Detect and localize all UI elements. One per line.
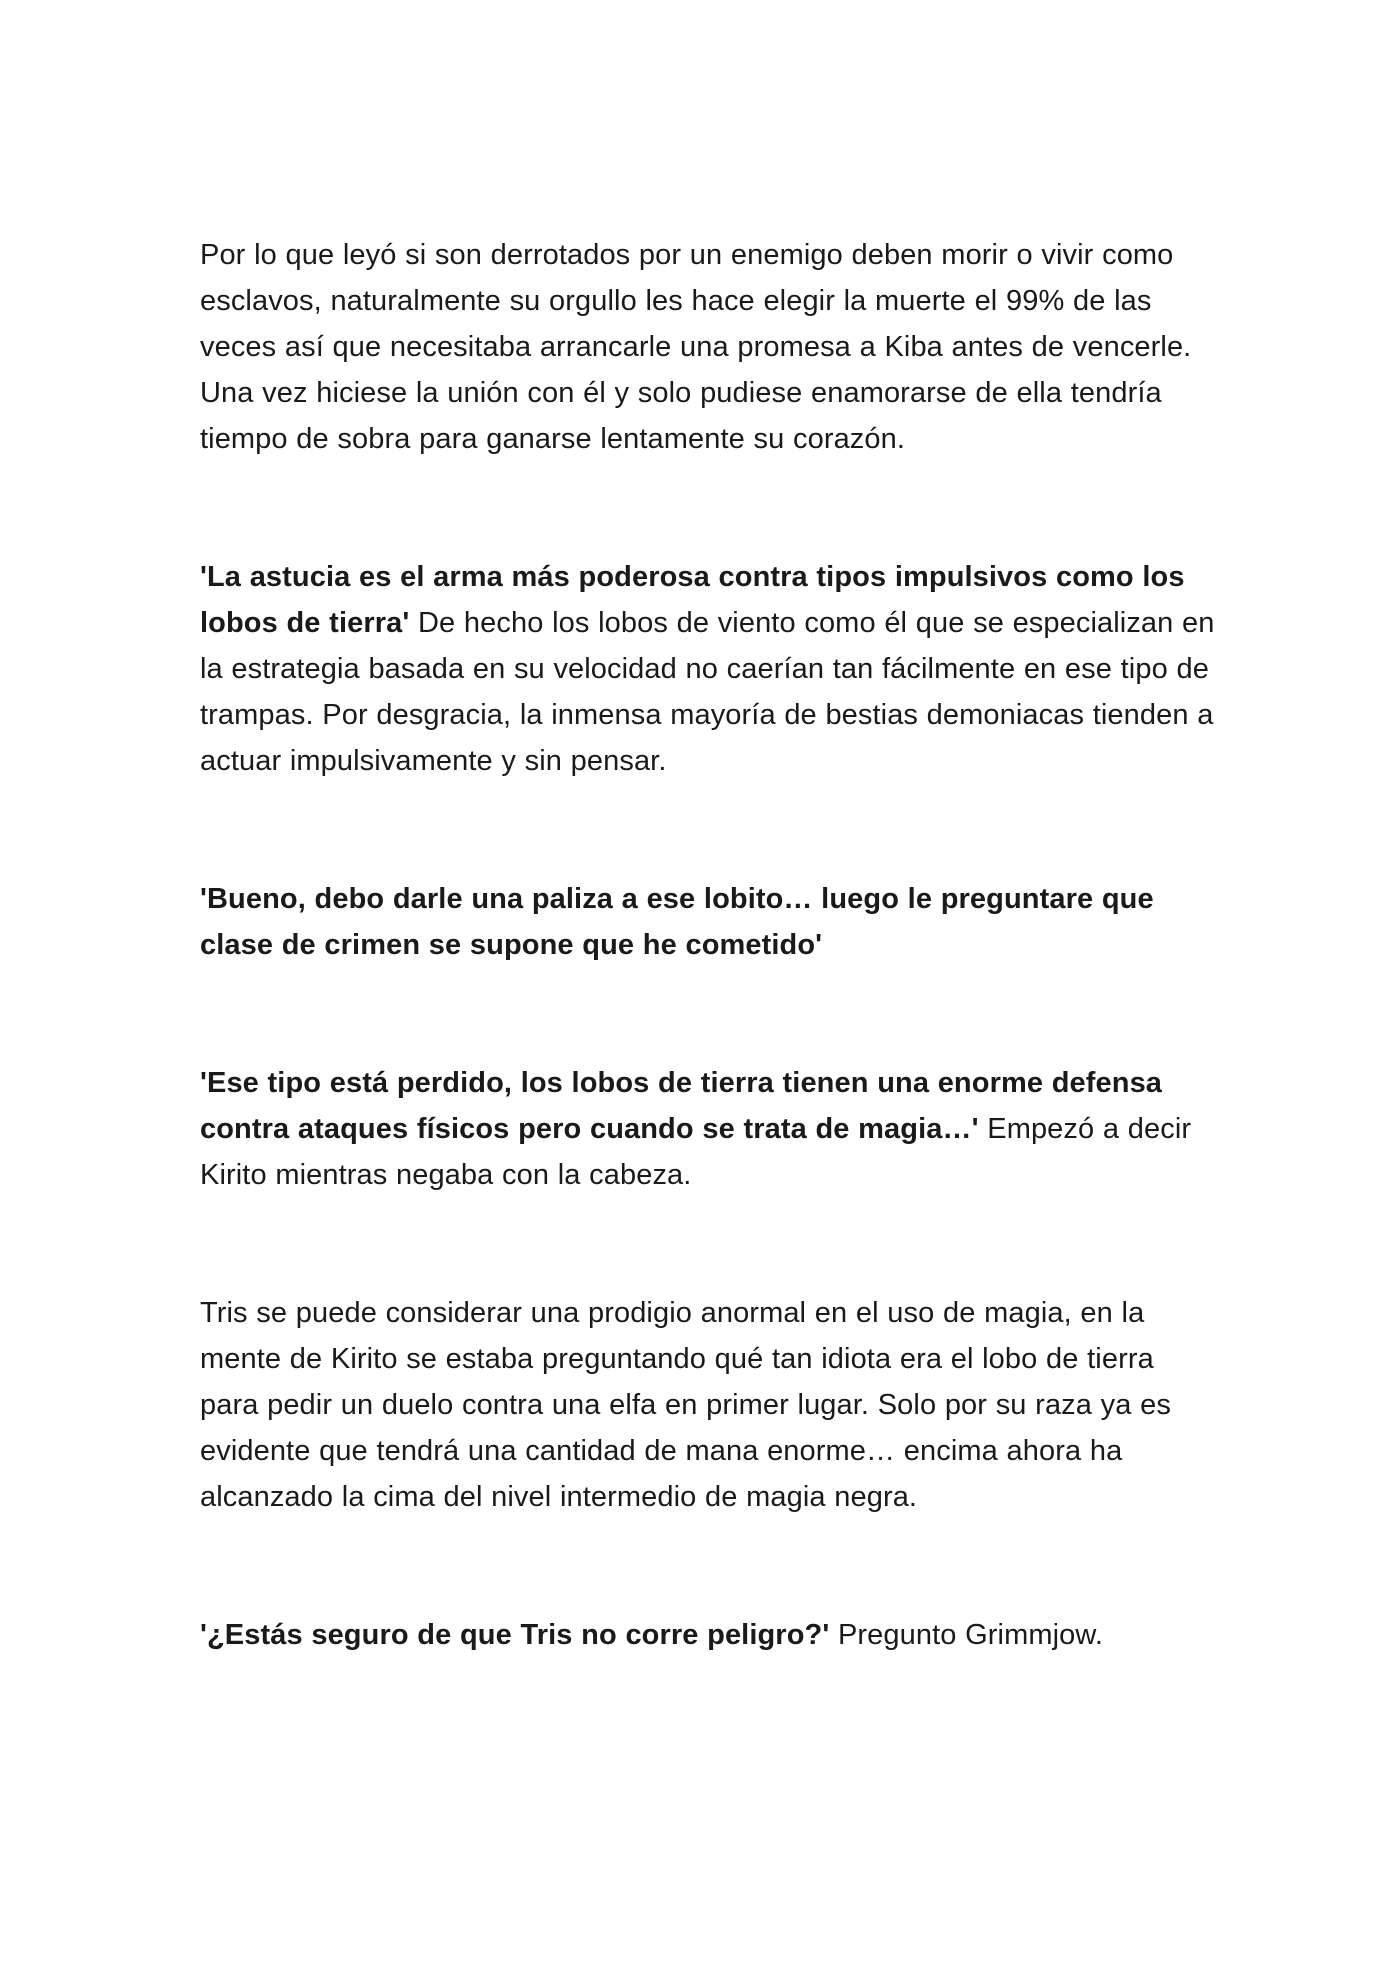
paragraph-1 [200, 232, 1220, 462]
paragraph-spacer [200, 968, 1220, 1060]
paragraph-spacer [200, 1520, 1220, 1612]
document-body [200, 232, 1220, 1658]
paragraph-1-text: Por lo que leyó si son derrotados por un enemigo deben morir o vivir como esclavos, naturalmente su orgullo les hace elegir la muerte el 99% de las veces así que necesitaba arrancarle una promesa a Kiba antes de vencerle. Una vez hiciese la unión con él y solo pudiese enamorarse de ella tendría tiempo de sobra para ganarse lentamente su corazón. [200, 239, 1192, 455]
paragraph-6 [200, 1612, 1220, 1658]
paragraph-3 [200, 876, 1220, 968]
paragraph-3-dialogue: 'Bueno, debo darle una paliza a ese lobito… luego le preguntare que clase de crimen se supone que he cometido' [200, 883, 1154, 961]
paragraph-4 [200, 1060, 1220, 1198]
paragraph-2-text: De hecho los lobos de viento como él que se especializan en la estrategia basada en su velocidad no caerían tan fácilmente en ese tipo de trampas. Por desgracia, la inmensa mayoría de bestias demoniacas tienden a actuar impulsivamente y sin pensar. [200, 607, 1215, 777]
paragraph-5-text: Tris se puede considerar una prodigio anormal en el uso de magia, en la mente de Kirito se estaba preguntando qué tan idiota era el lobo de tierra para pedir un duelo contra una elfa en primer lugar. Solo por su raza ya es evidente que tendrá una cantidad de mana enorme… encima ahora ha alcanzado la cima del nivel intermedio de magia negra. [200, 1297, 1171, 1513]
paragraph-6-text: Pregunto Grimmjow. [829, 1619, 1103, 1651]
paragraph-2-dialogue: 'La astucia es el arma más poderosa contra tipos impulsivos como los lobos de tierra' [200, 561, 1185, 639]
paragraph-spacer [200, 784, 1220, 876]
paragraph-2 [200, 554, 1220, 784]
paragraph-spacer [200, 1198, 1220, 1290]
paragraph-6-dialogue: '¿Estás seguro de que Tris no corre peligro?' [200, 1619, 830, 1651]
paragraph-5 [200, 1290, 1220, 1520]
paragraph-4-text: Empezó a decir Kirito mientras negaba con la cabeza. [200, 1113, 1192, 1191]
paragraph-4-dialogue: 'Ese tipo está perdido, los lobos de tierra tienen una enorme defensa contra ataques físicos pero cuando se trata de magia…' [200, 1067, 1163, 1145]
paragraph-spacer [200, 462, 1220, 554]
